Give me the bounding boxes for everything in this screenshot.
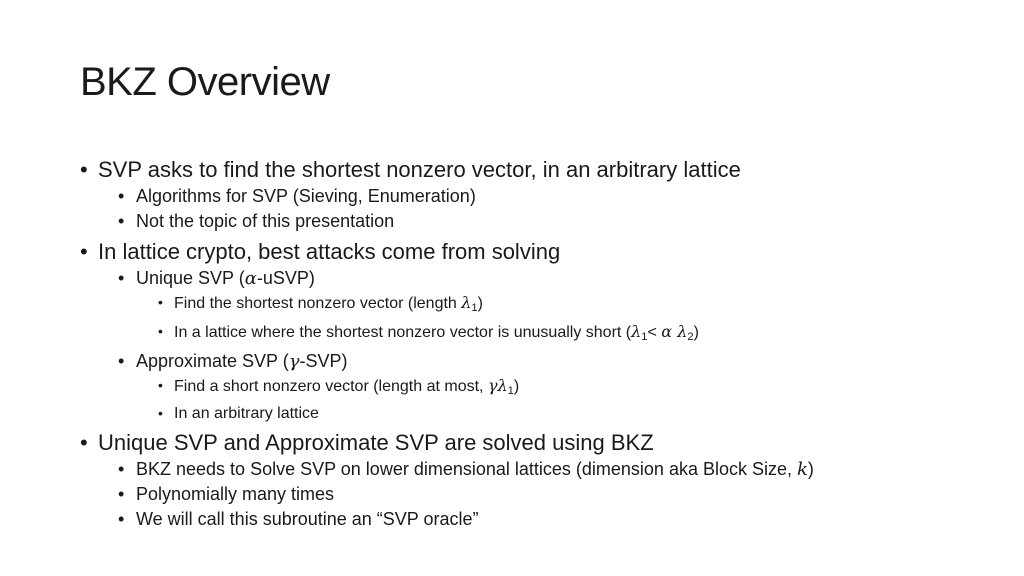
bullet-asvp-find [78, 374, 978, 403]
bullet-not-topic: • Not the topic of this presentation [78, 209, 978, 234]
bullet-unique-svp [78, 266, 978, 291]
text: BKZ needs to Solve SVP on lower dimensional lattices (dimension aka Block Size, [136, 459, 797, 480]
text: -uSVP) [256, 268, 315, 288]
bullet-approximate-svp [78, 349, 978, 374]
bullet-asvp-arbitrary: • In an arbitrary lattice [78, 402, 978, 425]
text: Unique SVP ( [136, 268, 245, 288]
bullet-svp-definition: • SVP asks to find the shortest nonzero vector, in an arbitrary lattice [78, 156, 978, 184]
subscript: 1 [471, 301, 478, 314]
text: ) [477, 295, 483, 312]
text: ) [807, 459, 814, 480]
subscript: 2 [687, 330, 694, 343]
gamma-lambda-symbol: γλ [487, 375, 508, 395]
text: Approximate SVP ( [136, 350, 289, 371]
slide-title: BKZ Overview [80, 60, 330, 104]
bullet-usvp-lattice [78, 320, 978, 349]
k-symbol: k [797, 459, 808, 481]
lambda-symbol: λ [631, 321, 642, 341]
lambda-symbol: λ [461, 293, 472, 312]
bullet-svp-algorithms: • Algorithms for SVP (Sieving, Enumeration) [78, 184, 978, 209]
subscript: 1 [507, 384, 514, 397]
text: In a lattice where the shortest nonzero vector is unusually short ( [174, 323, 632, 341]
text: < [647, 323, 662, 341]
bullet-solved-by-bkz: • Unique SVP and Approximate SVP are solved using BKZ [78, 429, 978, 457]
bullet-list [78, 152, 978, 532]
gamma-symbol: γ [288, 350, 300, 372]
text: -SVP) [299, 350, 348, 371]
alpha-lambda-symbol: α λ [661, 321, 688, 341]
bullet-usvp-find [78, 291, 978, 320]
text: Find the shortest nonzero vector (length [174, 295, 462, 312]
bullet-polynomial-times: • Polynomially many times [78, 482, 978, 507]
bullet-best-attacks: • In lattice crypto, best attacks come from solving [78, 238, 978, 266]
bullet-svp-oracle: • We will call this subroutine an “SVP oracle” [78, 507, 978, 532]
text: Find a short nonzero vector (length at most, [174, 377, 488, 395]
text: ) [513, 377, 520, 395]
bullet-bkz-needs [78, 457, 978, 482]
subscript: 1 [641, 330, 648, 343]
alpha-symbol: α [244, 268, 257, 289]
text: ) [693, 323, 699, 341]
